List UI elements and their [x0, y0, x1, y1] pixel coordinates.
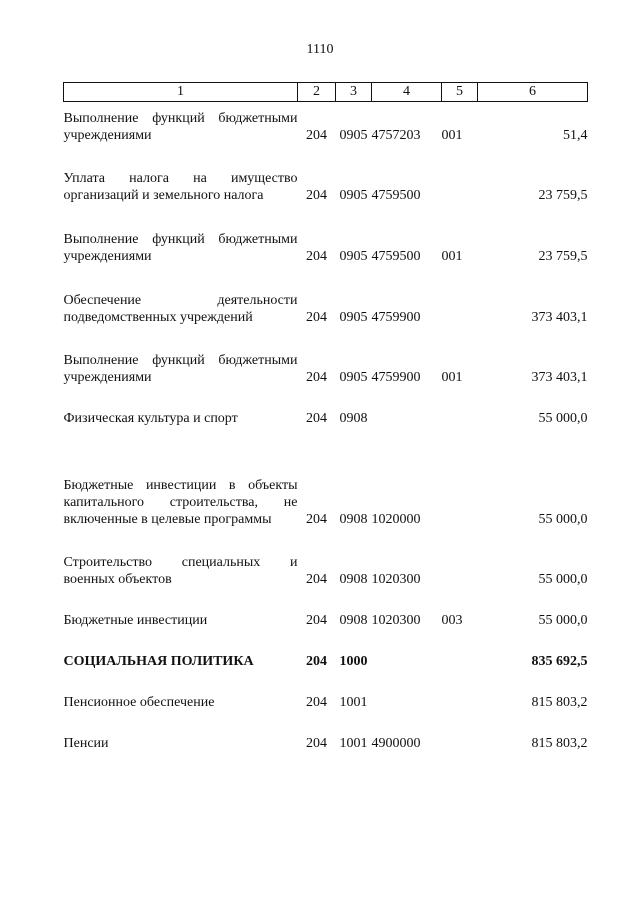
table-row [64, 711, 588, 752]
row-col-4: 1020300 [371, 612, 421, 628]
row-col-3: 0905 [339, 369, 368, 385]
row-col-5: 001 [441, 369, 463, 385]
row-amount: 55 000,0 [538, 612, 588, 628]
row-col-5 [442, 144, 478, 204]
row-amount: 55 000,0 [538, 571, 588, 587]
column-header-3: 3 [336, 83, 372, 102]
column-header-1: 1 [64, 83, 298, 102]
row-amount: 815 803,2 [531, 694, 588, 710]
row-col-4 [372, 670, 442, 711]
row-col-5 [442, 528, 478, 588]
table-row [64, 326, 588, 386]
table-row [64, 528, 588, 588]
row-col-2: 204 [306, 653, 327, 669]
row-col-3: 0908 [339, 410, 368, 426]
row-amount: 51,4 [563, 127, 588, 143]
row-col-2: 204 [306, 612, 327, 628]
row-name: Строительство специальных и военных объектов [63, 554, 298, 587]
row-col-2: 204 [306, 127, 327, 143]
row-col-4: 4757203 [371, 127, 421, 143]
column-header-4: 4 [372, 83, 442, 102]
row-col-5 [442, 427, 478, 528]
row-amount: 55 000,0 [538, 511, 588, 527]
row-amount: 373 403,1 [531, 309, 588, 325]
column-header-6: 6 [478, 83, 588, 102]
row-col-5 [442, 670, 478, 711]
table-row [64, 265, 588, 326]
row-col-5 [442, 629, 478, 670]
table-row [64, 588, 588, 629]
row-name: Пенсионное обеспечение [63, 694, 215, 710]
section-amount: 835 692,5 [531, 653, 588, 669]
row-col-4: 1020000 [371, 511, 421, 527]
row-col-2: 204 [306, 735, 327, 751]
row-name: Физическая культура и спорт [63, 410, 238, 426]
row-col-3: 0905 [339, 309, 368, 325]
row-col-5: 001 [441, 248, 463, 264]
section-name: СОЦИАЛЬНАЯ ПОЛИТИКА [63, 653, 254, 669]
row-col-3: 1000 [339, 653, 368, 669]
row-name: Выполнение функций бюджетными учреждениями [63, 231, 298, 264]
page-number: 1110 [306, 42, 334, 57]
row-col-5: 003 [441, 612, 463, 628]
column-header-5: 5 [442, 83, 478, 102]
row-name: Уплата налога на имущество организаций и земельного налога [63, 170, 298, 203]
table-row [64, 102, 588, 144]
row-col-5 [442, 386, 478, 427]
budget-table [63, 82, 588, 752]
row-amount: 23 759,5 [538, 248, 588, 264]
row-name: Обеспечение деятельности подведомственных учреждений [63, 292, 298, 325]
table-row-section [64, 629, 588, 670]
row-col-2: 204 [306, 369, 327, 385]
row-name: Бюджетные инвестиции в объекты капитального строительства, не включенные в целевые программы [63, 477, 298, 527]
row-col-5 [442, 711, 478, 752]
row-col-2: 204 [306, 309, 327, 325]
row-col-3: 0905 [339, 127, 368, 143]
row-col-3: 1001 [339, 735, 368, 751]
table-row [64, 670, 588, 711]
row-name: Выполнение функций бюджетными учреждениями [63, 110, 298, 143]
row-amount: 23 759,5 [538, 187, 588, 203]
row-col-4: 1020300 [371, 571, 421, 587]
row-col-5: 001 [441, 127, 463, 143]
row-amount: 815 803,2 [531, 735, 588, 751]
row-col-3: 0908 [339, 571, 368, 587]
row-col-2: 204 [306, 511, 327, 527]
row-col-4: 4759500 [371, 187, 421, 203]
row-col-4: 4759900 [371, 309, 421, 325]
row-amount: 373 403,1 [531, 369, 588, 385]
row-col-3: 1001 [339, 694, 368, 710]
row-col-4 [372, 629, 442, 670]
row-col-2: 204 [306, 694, 327, 710]
table-row [64, 144, 588, 204]
row-col-4: 4759900 [371, 369, 421, 385]
table-row [64, 386, 588, 427]
row-col-3: 0908 [339, 612, 368, 628]
row-name: Выполнение функций бюджетными учреждениями [63, 352, 298, 385]
row-col-3: 0905 [339, 187, 368, 203]
column-header-2: 2 [298, 83, 336, 102]
row-name: Бюджетные инвестиции [63, 612, 208, 628]
table-header-row [64, 83, 588, 102]
row-col-2: 204 [306, 410, 327, 426]
row-col-2: 204 [306, 187, 327, 203]
row-col-4 [372, 386, 442, 427]
row-col-4: 4900000 [371, 735, 421, 751]
row-col-2: 204 [306, 248, 327, 264]
row-col-2: 204 [306, 571, 327, 587]
row-col-5 [442, 265, 478, 326]
row-amount: 55 000,0 [538, 410, 588, 426]
row-col-3: 0905 [339, 248, 368, 264]
table-row [64, 427, 588, 528]
row-name: Пенсии [63, 735, 109, 751]
row-col-4: 4759500 [371, 248, 421, 264]
row-col-3: 0908 [339, 511, 368, 527]
table-row [64, 204, 588, 265]
